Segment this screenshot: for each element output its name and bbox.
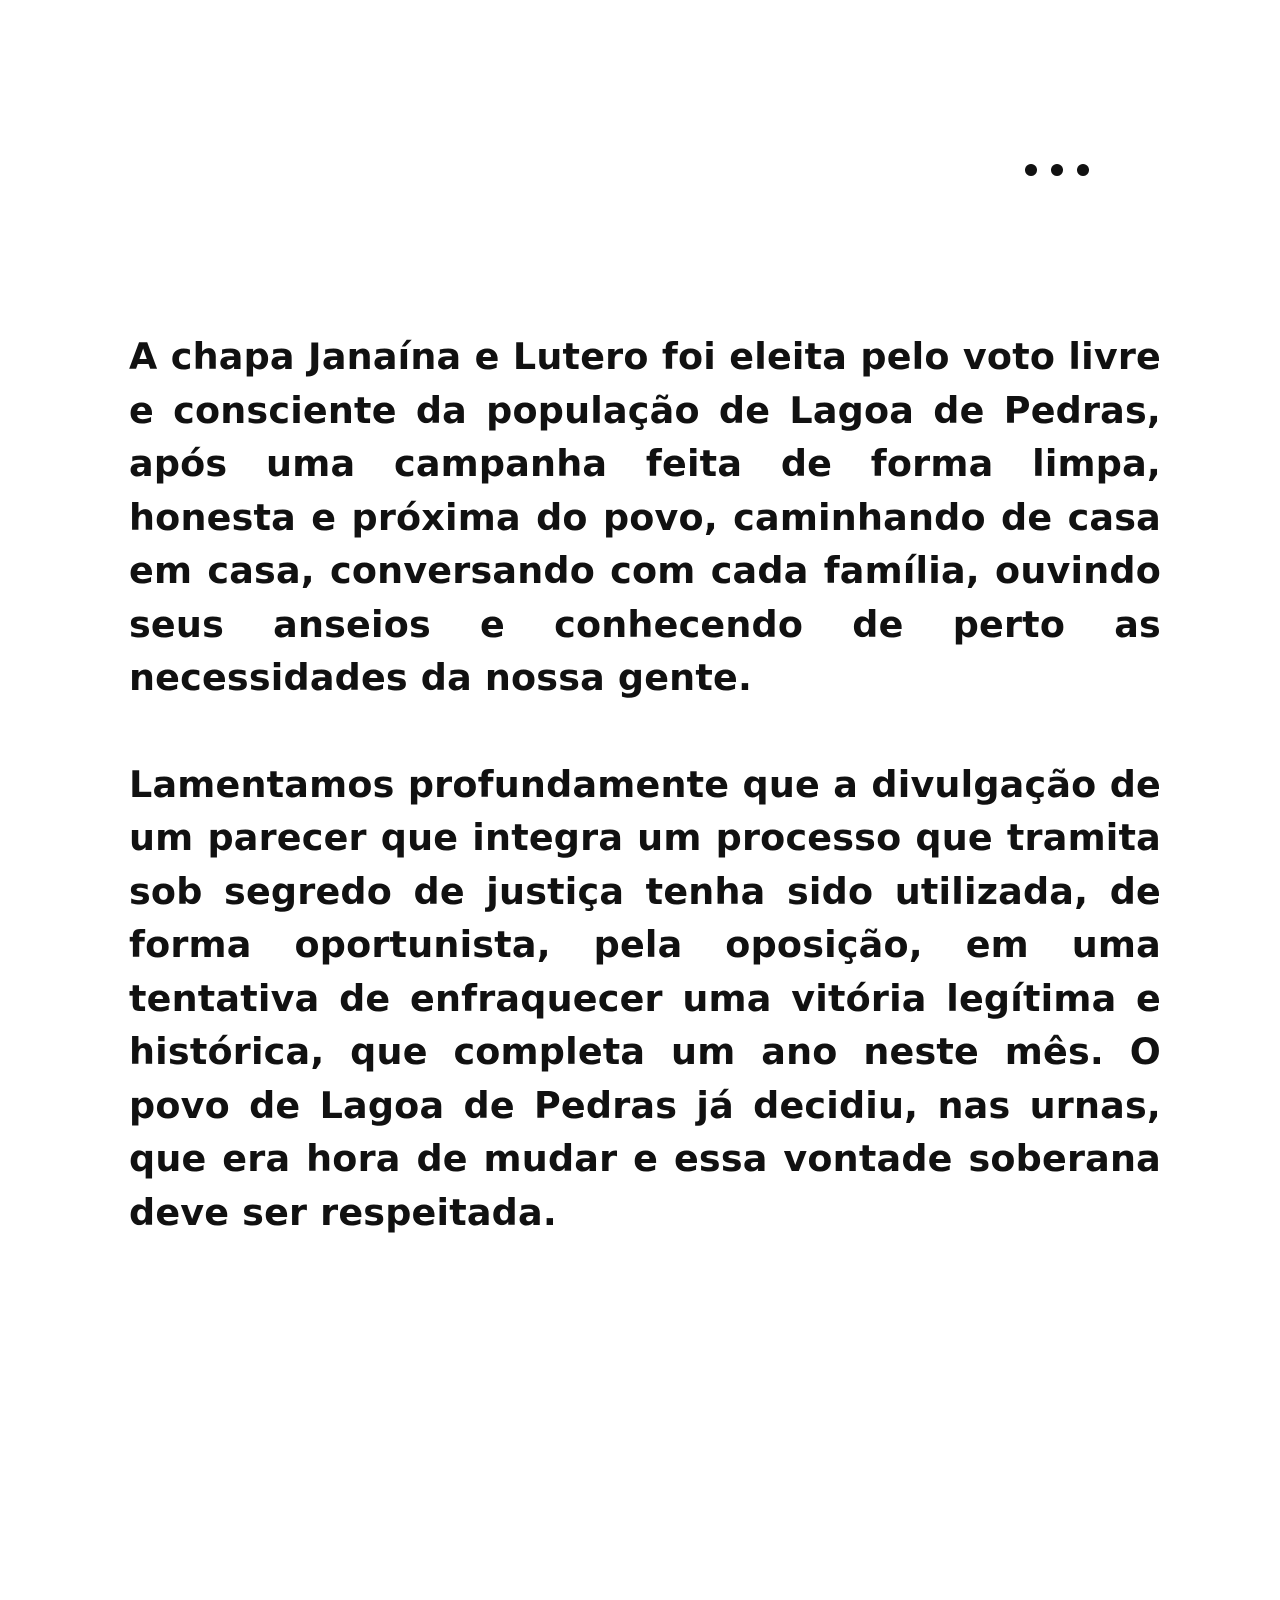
post-text-body (129, 330, 1161, 1239)
more-options-dot (1077, 164, 1089, 176)
paragraph-2: Lamentamos profundamente que a divulgação de um parecer que integra um processo que tramita sob segredo de justiça tenha sido utilizada, de forma oportunista, pela oposição, em uma tentativa de enfraquecer uma vitória legítima e histórica, que completa um ano neste mês. O povo de Lagoa de Pedras já decidiu, nas urnas, que era hora de mudar e essa vontade soberana deve ser respeitada. (129, 762, 1161, 1234)
paragraph-1: A chapa Janaína e Lutero foi eleita pelo voto livre e consciente da população de Lagoa de Pedras, após uma campanha feita de forma limpa, honesta e próxima do povo, caminhando de casa em casa, conversando com cada família, ouvindo seus anseios e conhecendo de perto as necessidades da nossa gente. (129, 335, 1161, 699)
more-options-dot (1051, 164, 1063, 176)
more-options-icon[interactable] (1025, 158, 1089, 182)
more-options-dot (1025, 164, 1037, 176)
